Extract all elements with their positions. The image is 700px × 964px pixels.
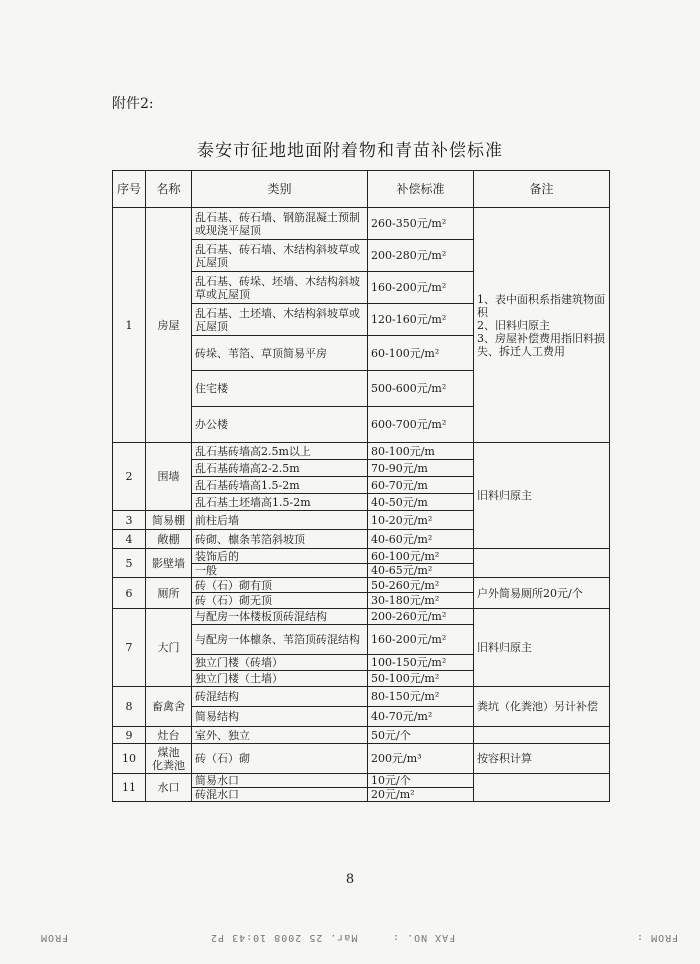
category-cell: 简易水口	[192, 774, 368, 788]
fax-header-from: FROM :	[636, 932, 679, 943]
fax-header-from-2: FROM	[40, 932, 69, 943]
category-cell: 乱石基砖墙高2-2.5m	[192, 460, 368, 477]
notes-cell: 旧料归原主	[474, 443, 610, 549]
row-no-gate: 7	[113, 609, 146, 687]
document-title: 泰安市征地地面附着物和青苗补偿标准	[197, 141, 503, 161]
fax-header-date: Mar. 25 2008 10:43 P2	[210, 932, 358, 943]
category-cell: 与配房一体檩条、苇箔顶砖混结构	[192, 625, 368, 655]
table-row	[113, 443, 610, 460]
standard-cell: 40-70元/m²	[368, 707, 474, 727]
header-no: 序号	[113, 171, 146, 208]
table-row	[113, 208, 610, 240]
table-row	[113, 609, 610, 625]
standard-cell: 30-180元/m²	[368, 593, 474, 609]
header-standard: 补偿标准	[368, 171, 474, 208]
table-row	[113, 549, 610, 564]
standard-cell: 260-350元/m²	[368, 208, 474, 240]
standard-cell: 160-200元/m²	[368, 625, 474, 655]
category-cell: 办公楼	[192, 407, 368, 443]
attachment-label: 附件2:	[112, 96, 154, 112]
standard-cell: 80-100元/m	[368, 443, 474, 460]
category-cell: 乱石基砖墙高2.5m以上	[192, 443, 368, 460]
standard-cell: 10元/个	[368, 774, 474, 788]
standard-cell: 60-70元/m	[368, 477, 474, 494]
notes-cell: 1、表中面积系指建筑物面积 2、旧料归原主 3、房屋补偿费用指旧料损失、拆迁人工费用	[474, 208, 610, 443]
row-no-walls: 2	[113, 443, 146, 511]
row-name-gate: 大门	[146, 609, 192, 687]
category-cell: 独立门楼（土墙）	[192, 671, 368, 687]
row-name-stove: 灶台	[146, 727, 192, 744]
standard-cell: 100-150元/m²	[368, 655, 474, 671]
row-no-simple-shed: 3	[113, 511, 146, 530]
category-cell: 乱石基、砖石墙、钢筋混凝土预制或现浇平屋顶	[192, 208, 368, 240]
table-row	[113, 727, 610, 744]
standard-cell: 20元/m²	[368, 788, 474, 802]
row-no-stove: 9	[113, 727, 146, 744]
standard-cell: 40-65元/m²	[368, 564, 474, 578]
notes-cell: 旧料归原主	[474, 609, 610, 687]
category-cell: 前柱后墙	[192, 511, 368, 530]
fax-header-number: FAX NO. :	[392, 932, 456, 943]
notes-cell-empty	[474, 549, 610, 578]
header-notes: 备注	[474, 171, 610, 208]
row-name-open-shed: 敞棚	[146, 530, 192, 549]
row-name-livestock-shed: 畜禽舍	[146, 687, 192, 727]
standard-cell: 80-150元/m²	[368, 687, 474, 707]
row-name-simple-shed: 简易棚	[146, 511, 192, 530]
table-row	[113, 774, 610, 788]
standard-cell: 600-700元/m²	[368, 407, 474, 443]
row-no-screen-wall: 5	[113, 549, 146, 578]
notes-cell-empty	[474, 727, 610, 744]
category-cell: 乱石基、砖石墙、木结构斜坡草或瓦屋顶	[192, 240, 368, 272]
standard-cell: 200-280元/m²	[368, 240, 474, 272]
row-name-walls: 围墙	[146, 443, 192, 511]
standard-cell: 160-200元/m²	[368, 272, 474, 304]
notes-cell-empty	[474, 774, 610, 802]
category-cell: 乱石基砖墙高1.5-2m	[192, 477, 368, 494]
row-name-screen-wall: 影壁墙	[146, 549, 192, 578]
category-cell: 砖（石）砌无顶	[192, 593, 368, 609]
category-cell: 乱石基土坯墙高1.5-2m	[192, 494, 368, 511]
standard-cell: 500-600元/m²	[368, 371, 474, 407]
standard-cell: 40-60元/m²	[368, 530, 474, 549]
category-cell: 住宅楼	[192, 371, 368, 407]
row-name-water-outlet: 水口	[146, 774, 192, 802]
standard-cell: 200元/m³	[368, 744, 474, 774]
standard-cell: 60-100元/m²	[368, 549, 474, 564]
category-cell: 砖混结构	[192, 687, 368, 707]
standard-cell: 50元/个	[368, 727, 474, 744]
category-cell: 独立门楼（砖墙）	[192, 655, 368, 671]
table-row	[113, 687, 610, 707]
category-cell: 砖垛、苇箔、草顶简易平房	[192, 336, 368, 371]
standard-cell: 200-260元/m²	[368, 609, 474, 625]
row-no-open-shed: 4	[113, 530, 146, 549]
row-no-livestock-shed: 8	[113, 687, 146, 727]
row-no-houses: 1	[113, 208, 146, 443]
category-cell: 一般	[192, 564, 368, 578]
category-cell: 乱石基、砖垛、坯墙、木结构斜坡草或瓦屋顶	[192, 272, 368, 304]
standard-cell: 70-90元/m	[368, 460, 474, 477]
row-no-water-outlet: 11	[113, 774, 146, 802]
category-cell: 砖（石）砌	[192, 744, 368, 774]
category-cell: 砖混水口	[192, 788, 368, 802]
notes-cell: 粪坑（化粪池）另计补偿	[474, 687, 610, 727]
standard-cell: 50-260元/m²	[368, 578, 474, 593]
standard-cell: 120-160元/m²	[368, 304, 474, 336]
header-name: 名称	[146, 171, 192, 208]
row-no-coal-pit: 10	[113, 744, 146, 774]
category-cell: 室外、独立	[192, 727, 368, 744]
category-cell: 乱石基、土坯墙、木结构斜坡草或瓦屋顶	[192, 304, 368, 336]
notes-cell: 按容积计算	[474, 744, 610, 774]
row-name-coal-pit: 煤池 化粪池	[146, 744, 192, 774]
row-name-houses: 房屋	[146, 208, 192, 443]
standard-cell: 40-50元/m	[368, 494, 474, 511]
category-cell: 装饰后的	[192, 549, 368, 564]
row-no-toilet: 6	[113, 578, 146, 609]
page-number: 8	[345, 872, 355, 887]
category-cell: 砖（石）砌有顶	[192, 578, 368, 593]
category-cell: 简易结构	[192, 707, 368, 727]
category-cell: 与配房一体楼板顶砖混结构	[192, 609, 368, 625]
row-name-toilet: 厕所	[146, 578, 192, 609]
table-row	[113, 578, 610, 593]
category-cell: 砖砌、檩条苇箔斜坡顶	[192, 530, 368, 549]
table-header-row	[113, 171, 610, 208]
standard-cell: 60-100元/m²	[368, 336, 474, 371]
standard-cell: 10-20元/m²	[368, 511, 474, 530]
notes-cell: 户外简易厕所20元/个	[474, 578, 610, 609]
compensation-table	[112, 170, 610, 802]
header-category: 类别	[192, 171, 368, 208]
table-row	[113, 744, 610, 774]
standard-cell: 50-100元/m²	[368, 671, 474, 687]
